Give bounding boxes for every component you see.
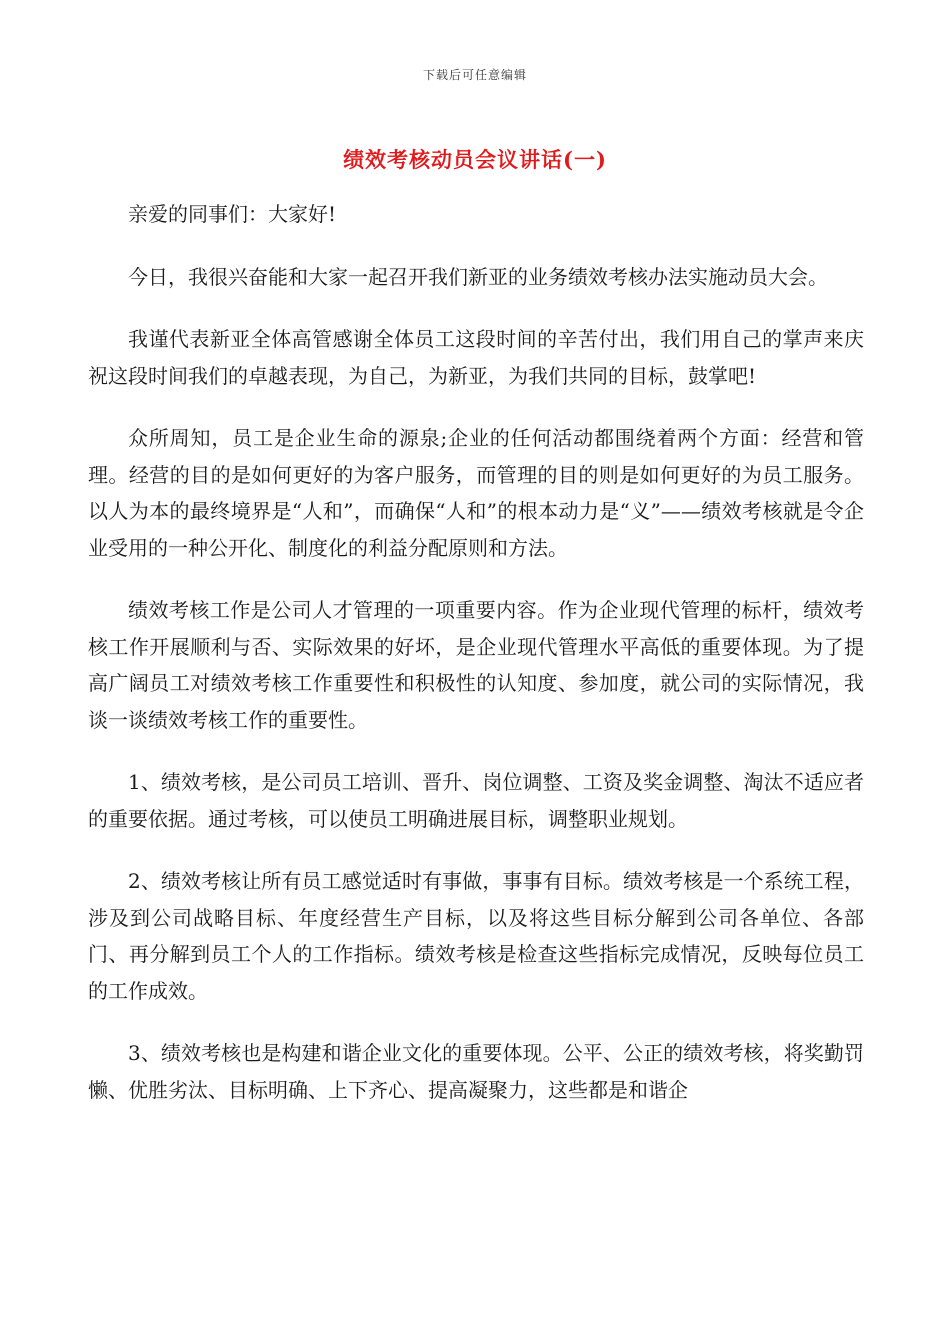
paragraph-point-2: 2、绩效考核让所有员工感觉适时有事做，事事有目标。绩效考核是一个系统工程，涉及到公司战略目标、年度经营生产目标，以及将这些目标分解到公司各单位、各部门、再分解到员工个人的工作指标。绩效考核是检查这些指标完成情况，反映每位员工的工作成效。 xyxy=(88,869,864,1003)
paragraph: 众所周知，员工是企业生命的源泉;企业的任何活动都围绕着两个方面：经营和管理。经营的目的是如何更好的为客户服务，而管理的目的则是如何更好的为员工服务。以人为本的最终境界是“人和”，而确保“人和”的根本动力是“义”——绩效考核就是令企业受用的一种公开化、制度化的利益分配原则和方法。 xyxy=(88,426,864,560)
paragraph-point-1: 1、绩效考核，是公司员工培训、晋升、岗位调整、工资及奖金调整、淘汰不适应者的重要依据。通过考核，可以使员工明确进展目标，调整职业规划。 xyxy=(88,770,864,831)
paragraph: 我谨代表新亚全体高管感谢全体员工这段时间的辛苦付出，我们用自己的掌声来庆祝这段时间我们的卓越表现，为自己，为新亚，为我们共同的目标，鼓掌吧! xyxy=(88,327,864,388)
header-note: 下载后可任意编辑 xyxy=(422,68,527,82)
document-body xyxy=(88,196,864,1134)
paragraph: 今日，我很兴奋能和大家一起召开我们新亚的业务绩效考核办法实施动员大会。 xyxy=(128,264,828,289)
document-title: 绩效考核动员会议讲话(一) xyxy=(343,147,607,172)
paragraph: 绩效考核工作是公司人才管理的一项重要内容。作为企业现代管理的标杆，绩效考核工作开展顺利与否、实际效果的好坏，是企业现代管理水平高低的重要体现。为了提高广阔员工对绩效考核工作重要性和积极性的认知度、参加度，就公司的实际情况，我谈一谈绩效考核工作的重要性。 xyxy=(88,598,864,732)
paragraph-point-3: 3、绩效考核也是构建和谐企业文化的重要体现。公平、公正的绩效考核，将奖勤罚懒、优胜劣汰、目标明确、上下齐心、提高凝聚力，这些都是和谐企 xyxy=(88,1041,864,1102)
paragraph-greeting: 亲爱的同事们：大家好! xyxy=(128,202,337,226)
